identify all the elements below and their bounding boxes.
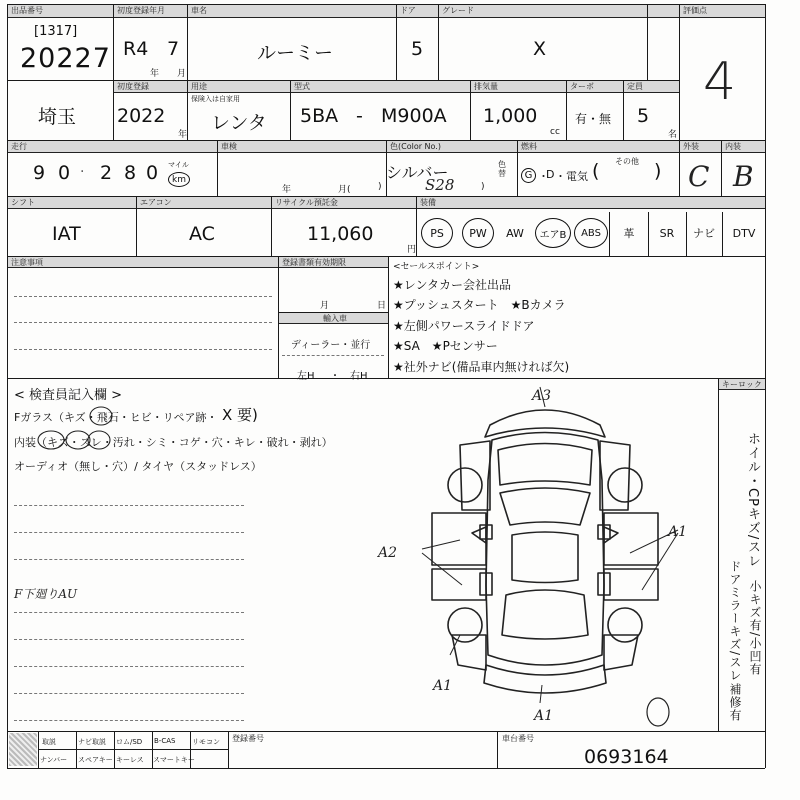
color-bracket: ) bbox=[481, 182, 485, 192]
equip-airbag-circled: エアB bbox=[535, 218, 571, 248]
header-fuel: 燃料 bbox=[518, 141, 679, 153]
header-equipment: 装備 bbox=[417, 197, 765, 209]
header-grade: グレード bbox=[439, 5, 647, 18]
equip-leather: 革 bbox=[623, 227, 635, 240]
header-model: 型式 bbox=[291, 81, 470, 93]
color-code: S28 bbox=[425, 176, 455, 194]
header-car-name: 車名 bbox=[188, 5, 396, 18]
footer-bcas: B-CAS bbox=[154, 737, 176, 745]
header-score: 評価点 bbox=[680, 5, 765, 18]
header-lot: 出品番号 bbox=[8, 5, 113, 18]
header-turbo: ターボ bbox=[567, 81, 623, 93]
year-unit: 年 bbox=[150, 69, 160, 79]
sales-line: ★レンタカー会社出品 bbox=[393, 278, 511, 292]
handwritten-score: 4 bbox=[703, 52, 737, 112]
footer-stamp bbox=[9, 733, 37, 766]
mile-label: マイル bbox=[168, 161, 189, 169]
inspector-interior: 内装（キズ・スレ・汚れ・シミ・コゲ・穴・キレ・破れ・剥れ） bbox=[14, 436, 333, 449]
recycle-fee: 11,060 bbox=[307, 223, 374, 245]
car-diagram bbox=[380, 385, 710, 725]
inspector-title: < 検査員記入欄 > bbox=[14, 388, 123, 403]
equip-aw: AW bbox=[506, 226, 524, 240]
model-dash: - bbox=[356, 105, 363, 127]
month-unit: 月 bbox=[177, 69, 187, 79]
yen-unit: 円 bbox=[407, 245, 417, 255]
footer-spare-key: スペアキー bbox=[78, 756, 113, 764]
handle-right: 右H bbox=[350, 371, 368, 382]
fuel-sep: ・ bbox=[538, 170, 549, 183]
equip-sunroof: SR bbox=[659, 226, 675, 240]
equip-dtv: DTV bbox=[732, 226, 756, 240]
km-unit: km bbox=[168, 172, 190, 187]
fuel-sep: ・ bbox=[555, 170, 566, 183]
mileage-digit: 2 bbox=[100, 162, 113, 184]
displacement: 1,000 bbox=[483, 105, 538, 127]
transmission: IAT bbox=[52, 223, 81, 245]
side-note-minor: 小キズ有/小凹有 bbox=[748, 580, 762, 677]
header-usage: 用途 bbox=[188, 81, 290, 93]
aircon: AC bbox=[189, 223, 215, 245]
footer-frame-label: 車台番号 bbox=[502, 734, 534, 743]
mileage-digit: 0 bbox=[146, 162, 159, 184]
first-reg-year-unit: 年 bbox=[178, 130, 188, 140]
reg-month: 7 bbox=[167, 38, 180, 60]
cc-unit: cc bbox=[550, 127, 560, 137]
footer-navi-manual: ナビ取説 bbox=[78, 738, 106, 746]
sales-line: ★左側パワースライドドア bbox=[393, 319, 535, 333]
equip-ps-circled: PS bbox=[421, 218, 453, 248]
inspector-glass: Fガラス（キズ・飛石・ヒビ・リペア跡・ bbox=[14, 411, 218, 424]
mileage-digit: 8 bbox=[124, 162, 137, 184]
header-color: 色(Color No.) bbox=[387, 141, 517, 153]
usage-note: 保険入は自家用 bbox=[191, 95, 240, 103]
lot-bracket: [1317] bbox=[34, 24, 78, 39]
color-change-label: 色替 bbox=[498, 160, 506, 178]
header-doors: ドア bbox=[397, 5, 438, 18]
deadline-month: 月 bbox=[320, 301, 330, 311]
equip-navi: ナビ bbox=[693, 227, 715, 240]
sales-line: ★プッシュスタート ★Bカメラ bbox=[393, 298, 566, 312]
header-first-reg: 初度登録年月 bbox=[114, 5, 187, 18]
mileage-digit: 9 bbox=[33, 162, 46, 184]
sales-line: ★社外ナビ(備品車内無ければ欠) bbox=[393, 360, 570, 374]
interior-grade: B bbox=[733, 160, 754, 193]
inspector-glass-mark: X 要) bbox=[222, 406, 258, 424]
sales-line: ★SA ★Pセンサー bbox=[393, 339, 498, 353]
damage-mark-a3: A3 bbox=[532, 388, 552, 404]
fuel-d: D bbox=[546, 168, 555, 181]
handwritten-note: F下廻りAU bbox=[14, 587, 78, 601]
shaken-year-unit: 年 bbox=[282, 185, 292, 195]
header-recycle: リサイクル預託金 bbox=[272, 197, 416, 209]
first-reg-year: 2022 bbox=[117, 105, 166, 127]
side-note-wheel: ホイル・CPキズ/スレ bbox=[745, 432, 760, 569]
damage-mark-a2: A2 bbox=[378, 545, 398, 561]
thousand-separator: · bbox=[80, 164, 85, 180]
header-import: 輸入車 bbox=[279, 313, 388, 324]
equip-abs-circled: ABS bbox=[574, 218, 608, 248]
model-prefix: 5BA bbox=[300, 105, 339, 127]
damage-mark-a1-rear: A1 bbox=[534, 708, 554, 724]
header-shaken: 車検 bbox=[218, 141, 386, 153]
fuel-close: ) bbox=[654, 160, 662, 182]
footer-reg-label: 登録番号 bbox=[232, 734, 264, 743]
car-name: ルーミー bbox=[257, 42, 334, 64]
fuel-electric: 電気 bbox=[566, 170, 588, 183]
region: 埼玉 bbox=[38, 106, 77, 128]
import-dealer: ディーラー・並行 bbox=[291, 340, 371, 351]
lot-number: 20227 bbox=[20, 43, 111, 74]
fuel-g-circled: G bbox=[521, 168, 536, 183]
shaken-close: ) bbox=[378, 182, 382, 192]
handle-dash: ・ bbox=[330, 371, 340, 382]
doors: 5 bbox=[411, 38, 424, 60]
model-code: M900A bbox=[381, 105, 447, 127]
header-transmission: シフト bbox=[8, 197, 136, 209]
damage-mark-a1-rear-left: A1 bbox=[433, 678, 453, 694]
era-year: R4 bbox=[123, 38, 149, 60]
frame-number: 0693164 bbox=[584, 746, 669, 768]
header-displacement: 排気量 bbox=[471, 81, 566, 93]
equip-pw-circled: PW bbox=[462, 218, 494, 248]
fuel-open: ( bbox=[592, 160, 600, 182]
grade: X bbox=[533, 38, 547, 60]
header-interior: 内装 bbox=[722, 141, 765, 153]
side-note-repair: 補修有 bbox=[728, 683, 742, 722]
sales-title: <セールスポイント> bbox=[393, 262, 480, 272]
header-exterior: 外装 bbox=[680, 141, 721, 153]
header-notes: 注意事項 bbox=[8, 257, 278, 268]
header-seats: 定員 bbox=[624, 81, 679, 93]
shaken-month-unit: 月( bbox=[338, 185, 351, 195]
footer-keyless: キーレス bbox=[116, 756, 144, 764]
header-key-lock: キーロック bbox=[719, 379, 765, 390]
color-name: シルバー bbox=[386, 163, 449, 182]
header-aircon: エアコン bbox=[137, 197, 271, 209]
side-note-mirror: ドアミラーキズ/スレ bbox=[728, 560, 742, 683]
seats: 5 bbox=[637, 105, 650, 127]
mileage-digit: 0 bbox=[58, 162, 71, 184]
inspector-audio-tire: オーディオ（無し・穴）/ タイヤ（スタッドレス） bbox=[14, 460, 262, 473]
header-mileage: 走行 bbox=[8, 141, 217, 153]
fuel-other-label: その他 bbox=[615, 157, 639, 166]
header-deadline: 登録書類有効期限 bbox=[279, 257, 388, 268]
usage: レンタ bbox=[211, 112, 267, 134]
header-first-reg2: 初度登録 bbox=[114, 81, 187, 93]
footer-rom-sd: ロム/SD bbox=[116, 738, 143, 746]
footer-plate: ナンバー bbox=[40, 756, 68, 764]
turbo-choice: 有・無 bbox=[575, 112, 612, 126]
footer-manual: 取説 bbox=[42, 738, 56, 746]
deadline-day: 日 bbox=[377, 301, 387, 311]
damage-mark-a1-right: A1 bbox=[668, 524, 688, 540]
footer-remote: リモコン bbox=[192, 738, 220, 746]
seats-unit: 名 bbox=[668, 130, 678, 140]
exterior-grade: C bbox=[688, 160, 710, 193]
handle-left: 左H bbox=[297, 371, 315, 382]
footer-smart-key: スマートキー bbox=[153, 756, 195, 764]
